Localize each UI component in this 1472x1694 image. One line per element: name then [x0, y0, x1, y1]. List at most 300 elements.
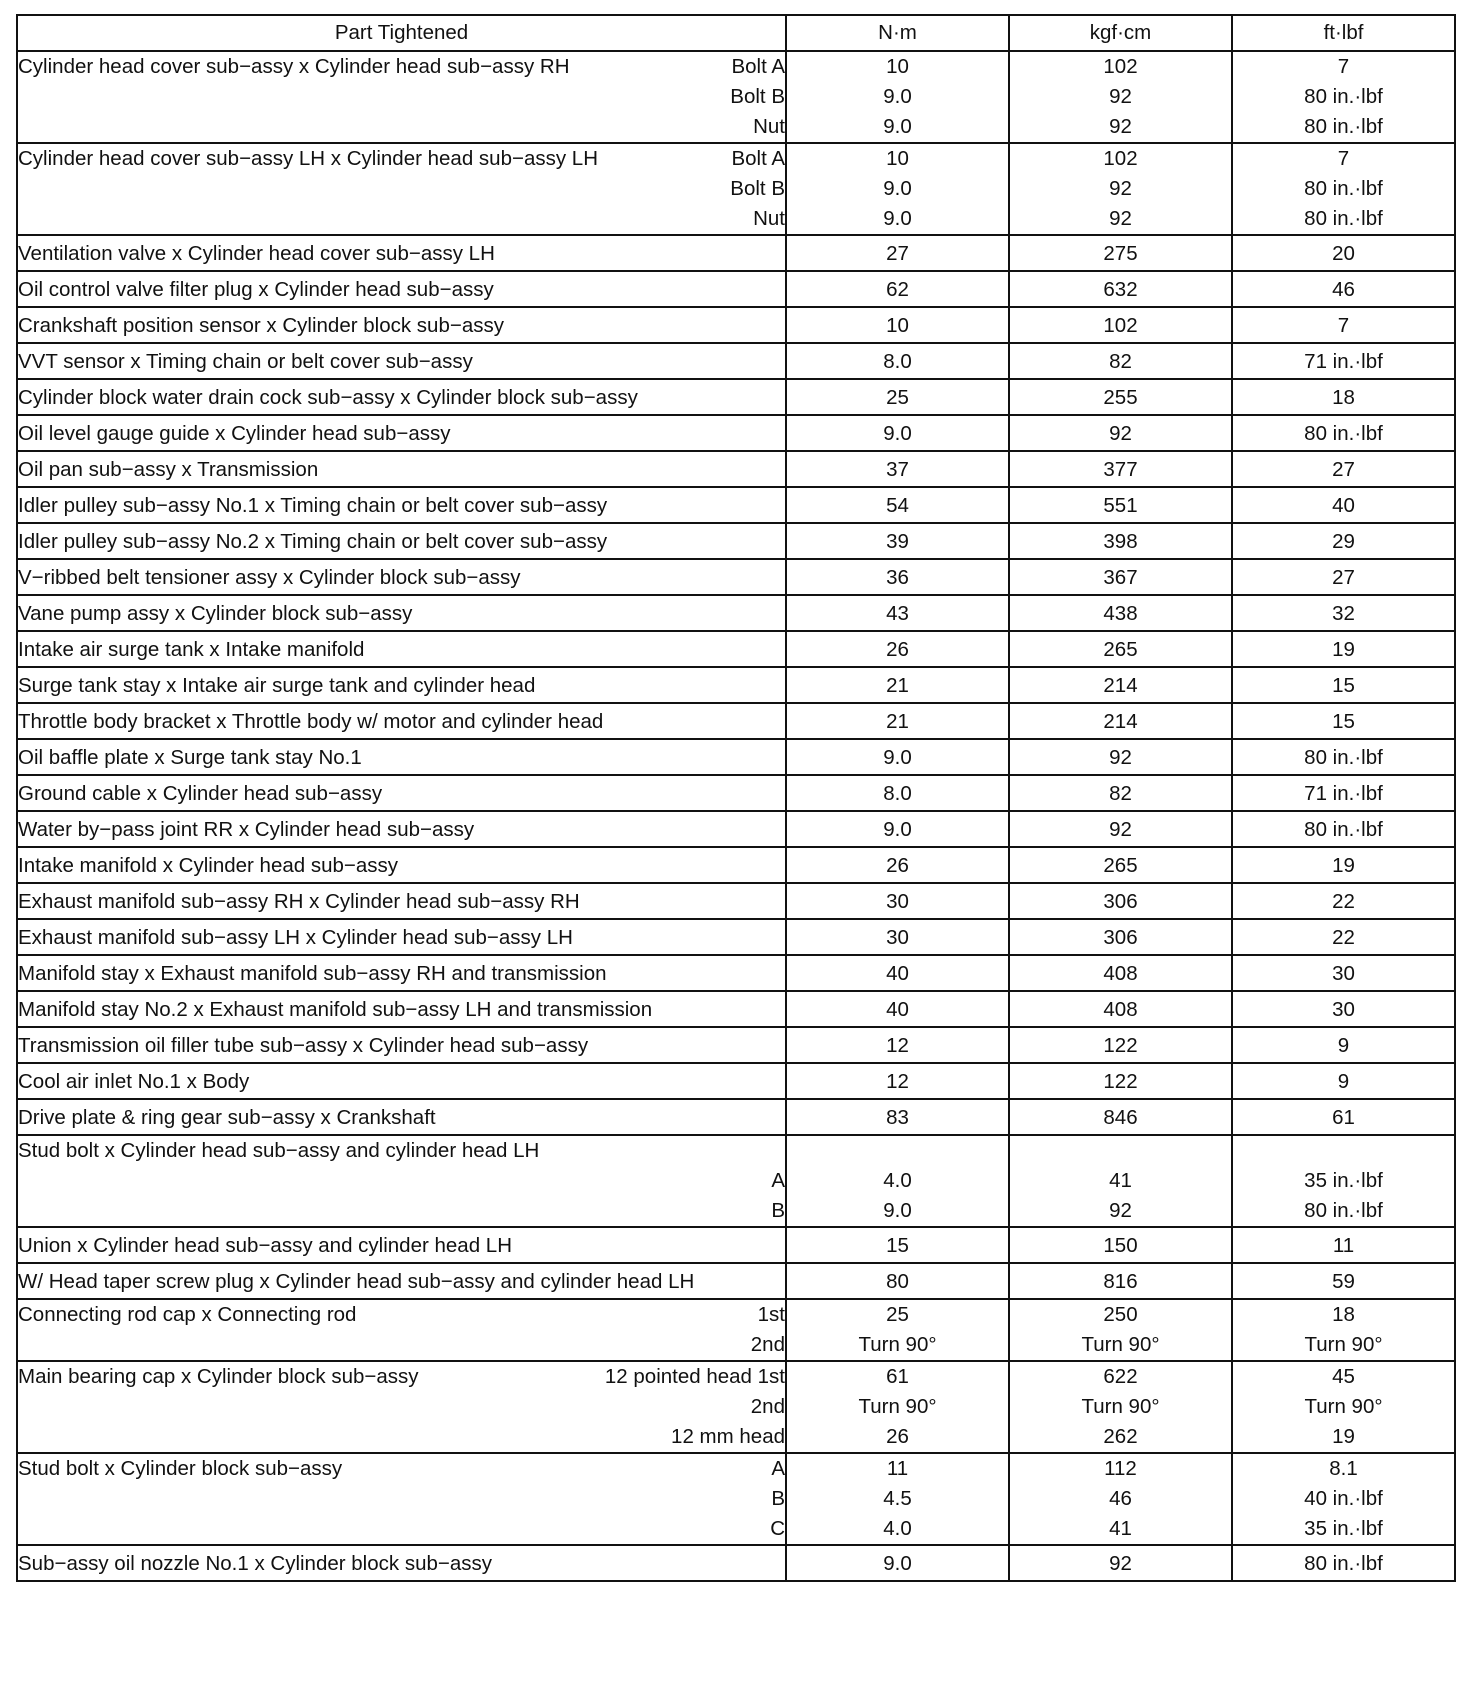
ft-lbf-value: 40 in.·lbf	[1304, 1487, 1383, 1510]
ft-lbf-value: 32	[1332, 602, 1355, 625]
table-row	[17, 271, 1455, 307]
cell-line	[18, 380, 785, 414]
part-cell	[17, 1545, 786, 1581]
ft-lbf-value: 9	[1337, 1034, 1350, 1057]
part-subitem: Nut	[753, 207, 785, 230]
nm-value: 62	[886, 278, 909, 301]
ft-lbf-cell	[1232, 739, 1455, 775]
kgf-cm-value: 92	[1109, 207, 1132, 230]
table-row	[17, 1227, 1455, 1263]
part-cell	[17, 1027, 786, 1063]
part-name: Oil level gauge guide x Cylinder head sub−assy	[18, 422, 451, 445]
ft-lbf-value: 19	[1332, 1425, 1355, 1448]
torque-spec-table	[16, 14, 1456, 1582]
ft-lbf-value: 61	[1332, 1106, 1355, 1129]
part-name: Manifold stay No.2 x Exhaust manifold sub−assy LH and transmission	[18, 998, 653, 1021]
ft-lbf-value: 19	[1332, 638, 1355, 661]
table-row	[17, 955, 1455, 991]
nm-value: 10	[886, 55, 909, 78]
kgf-cm-value: 250	[1103, 1303, 1138, 1326]
part-name: V−ribbed belt tensioner assy x Cylinder block sub−assy	[18, 566, 521, 589]
part-cell	[17, 1361, 786, 1453]
kgf-cm-value: 367	[1103, 566, 1138, 589]
nm-value: 39	[886, 530, 909, 553]
part-name: Transmission oil filler tube sub−assy x Cylinder head sub−assy	[18, 1034, 589, 1057]
part-name: Connecting rod cap x Connecting rod	[18, 1303, 357, 1326]
part-cell	[17, 451, 786, 487]
nm-value: 61	[886, 1365, 909, 1388]
ft-lbf-value: 15	[1332, 674, 1355, 697]
part-subitem: 12 pointed head 1st	[604, 1365, 785, 1388]
ft-lbf-value: 8.1	[1329, 1457, 1358, 1480]
table-row	[17, 775, 1455, 811]
kgf-cm-cell	[1009, 1099, 1232, 1135]
ft-lbf-cell	[1232, 271, 1455, 307]
cell-line	[18, 596, 785, 630]
ft-lbf-value: 11	[1332, 1234, 1355, 1257]
ft-lbf-value	[1233, 1136, 1454, 1166]
cell-line	[18, 344, 785, 378]
kgf-cm-value: 408	[1103, 998, 1138, 1021]
table-row	[17, 451, 1455, 487]
part-subitem: 1st	[757, 1303, 785, 1326]
ft-lbf-value: 18	[1332, 1303, 1355, 1326]
ft-lbf-value: 80 in.·lbf	[1304, 1552, 1383, 1575]
kgf-cm-cell	[1009, 811, 1232, 847]
table-row	[17, 143, 1455, 235]
ft-lbf-cell	[1232, 703, 1455, 739]
part-cell	[17, 271, 786, 307]
kgf-cm-value: 306	[1103, 926, 1138, 949]
kgf-cm-cell	[1009, 703, 1232, 739]
table-row	[17, 1545, 1455, 1581]
nm-value: 83	[886, 1106, 909, 1129]
part-name: Exhaust manifold sub−assy LH x Cylinder head sub−assy LH	[18, 926, 573, 949]
cell-line	[18, 82, 785, 112]
cell-line	[18, 992, 785, 1026]
kgf-cm-value: Turn 90°	[1081, 1333, 1160, 1356]
part-cell	[17, 1263, 786, 1299]
table-row	[17, 1453, 1455, 1545]
kgf-cm-cell	[1009, 919, 1232, 955]
cell-line	[18, 1028, 785, 1062]
cell-line	[18, 272, 785, 306]
part-subitem: B	[771, 1199, 785, 1222]
kgf-cm-cell	[1009, 523, 1232, 559]
kgf-cm-value: 846	[1103, 1106, 1138, 1129]
part-cell	[17, 847, 786, 883]
ft-lbf-value: 27	[1332, 566, 1355, 589]
nm-cell	[786, 51, 1009, 143]
kgf-cm-value: 255	[1103, 386, 1138, 409]
cell-line	[18, 174, 785, 204]
cell-line	[18, 1136, 785, 1166]
table-row	[17, 235, 1455, 271]
part-name: Manifold stay x Exhaust manifold sub−assy RH and transmission	[18, 962, 607, 985]
ft-lbf-cell	[1232, 955, 1455, 991]
part-name: VVT sensor x Timing chain or belt cover sub−assy	[18, 350, 473, 373]
kgf-cm-value: 41	[1109, 1169, 1132, 1192]
cell-line	[18, 52, 785, 82]
cell-line	[18, 1196, 785, 1226]
part-subitem: Bolt A	[731, 55, 785, 78]
ft-lbf-cell	[1232, 379, 1455, 415]
part-subitem: Bolt B	[730, 85, 785, 108]
kgf-cm-value: 262	[1103, 1425, 1138, 1448]
ft-lbf-cell	[1232, 631, 1455, 667]
nm-value: 9.0	[883, 422, 912, 445]
nm-value: 26	[886, 854, 909, 877]
nm-value: 8.0	[883, 350, 912, 373]
cell-line	[18, 1362, 785, 1392]
cell-line	[18, 704, 785, 738]
ft-lbf-cell	[1232, 919, 1455, 955]
kgf-cm-value: 551	[1103, 494, 1138, 517]
nm-cell	[786, 919, 1009, 955]
nm-cell	[786, 1361, 1009, 1453]
ft-lbf-value: 80 in.·lbf	[1304, 818, 1383, 841]
header-kgf-cm: kgf·cm	[1009, 15, 1232, 51]
part-cell	[17, 1135, 786, 1227]
nm-cell	[786, 523, 1009, 559]
kgf-cm-cell	[1009, 991, 1232, 1027]
nm-cell	[786, 847, 1009, 883]
kgf-cm-value: 82	[1109, 782, 1132, 805]
part-cell	[17, 1099, 786, 1135]
kgf-cm-cell	[1009, 775, 1232, 811]
cell-line	[18, 1514, 785, 1544]
kgf-cm-value: 816	[1103, 1270, 1138, 1293]
kgf-cm-value: 150	[1103, 1234, 1138, 1257]
cell-line	[18, 1228, 785, 1262]
nm-cell	[786, 1063, 1009, 1099]
nm-cell	[786, 487, 1009, 523]
table-row	[17, 379, 1455, 415]
ft-lbf-value: 18	[1332, 386, 1355, 409]
ft-lbf-value: 80 in.·lbf	[1304, 177, 1383, 200]
nm-cell	[786, 955, 1009, 991]
ft-lbf-cell	[1232, 415, 1455, 451]
nm-value: 37	[886, 458, 909, 481]
part-subitem: Bolt A	[731, 147, 785, 170]
nm-cell	[786, 307, 1009, 343]
cell-line	[18, 740, 785, 774]
kgf-cm-cell	[1009, 559, 1232, 595]
part-cell	[17, 955, 786, 991]
part-subitem: Bolt B	[730, 177, 785, 200]
cell-line	[18, 1300, 785, 1330]
table-row	[17, 1361, 1455, 1453]
part-subitem: 12 mm head	[671, 1425, 785, 1448]
kgf-cm-cell	[1009, 847, 1232, 883]
table-row	[17, 1263, 1455, 1299]
kgf-cm-value: 92	[1109, 1199, 1132, 1222]
nm-value: 10	[886, 314, 909, 337]
ft-lbf-cell	[1232, 487, 1455, 523]
nm-value: 9.0	[883, 85, 912, 108]
kgf-cm-cell	[1009, 1135, 1232, 1227]
part-name: Union x Cylinder head sub−assy and cylinder head LH	[18, 1234, 513, 1257]
part-name: Vane pump assy x Cylinder block sub−assy	[18, 602, 413, 625]
nm-value: 9.0	[883, 177, 912, 200]
kgf-cm-value: Turn 90°	[1081, 1395, 1160, 1418]
part-subitem: 2nd	[750, 1333, 785, 1356]
nm-value: 80	[886, 1270, 909, 1293]
ft-lbf-cell	[1232, 991, 1455, 1027]
part-subitem: A	[771, 1169, 785, 1192]
kgf-cm-value: 265	[1103, 638, 1138, 661]
kgf-cm-cell	[1009, 143, 1232, 235]
table-row	[17, 487, 1455, 523]
nm-cell	[786, 143, 1009, 235]
ft-lbf-cell	[1232, 811, 1455, 847]
table-row	[17, 1299, 1455, 1361]
part-cell	[17, 667, 786, 703]
kgf-cm-value: 398	[1103, 530, 1138, 553]
part-cell	[17, 559, 786, 595]
cell-line	[18, 112, 785, 142]
ft-lbf-cell	[1232, 1027, 1455, 1063]
kgf-cm-cell	[1009, 51, 1232, 143]
ft-lbf-value: 59	[1332, 1270, 1355, 1293]
part-cell	[17, 991, 786, 1027]
nm-cell	[786, 343, 1009, 379]
table-row	[17, 1063, 1455, 1099]
cell-line	[18, 1166, 785, 1196]
ft-lbf-value: 80 in.·lbf	[1304, 422, 1383, 445]
nm-cell	[786, 1299, 1009, 1361]
ft-lbf-value: 9	[1337, 1070, 1350, 1093]
cell-line	[18, 1392, 785, 1422]
ft-lbf-cell	[1232, 847, 1455, 883]
ft-lbf-value: 19	[1332, 854, 1355, 877]
kgf-cm-value: 275	[1103, 242, 1138, 265]
ft-lbf-cell	[1232, 1453, 1455, 1545]
part-cell	[17, 631, 786, 667]
kgf-cm-value: 408	[1103, 962, 1138, 985]
cell-line	[18, 956, 785, 990]
header-ft-lbf: ft·lbf	[1232, 15, 1455, 51]
kgf-cm-cell	[1009, 271, 1232, 307]
header-nm: N·m	[786, 15, 1009, 51]
kgf-cm-cell	[1009, 739, 1232, 775]
cell-line	[18, 452, 785, 486]
part-cell	[17, 883, 786, 919]
table-row	[17, 847, 1455, 883]
cell-line	[18, 920, 785, 954]
nm-value: 25	[886, 1303, 909, 1326]
nm-value: 26	[886, 1425, 909, 1448]
ft-lbf-value: 7	[1337, 55, 1350, 78]
kgf-cm-value: 214	[1103, 674, 1138, 697]
part-name: Intake manifold x Cylinder head sub−assy	[18, 854, 399, 877]
cell-line	[18, 848, 785, 882]
nm-value: 11	[886, 1457, 909, 1480]
ft-lbf-value: 30	[1332, 962, 1355, 985]
kgf-cm-cell	[1009, 1263, 1232, 1299]
part-cell	[17, 919, 786, 955]
kgf-cm-value: 122	[1103, 1034, 1138, 1057]
part-name: Crankshaft position sensor x Cylinder block sub−assy	[18, 314, 504, 337]
ft-lbf-cell	[1232, 1263, 1455, 1299]
kgf-cm-value: 92	[1109, 1552, 1132, 1575]
kgf-cm-cell	[1009, 1299, 1232, 1361]
kgf-cm-cell	[1009, 955, 1232, 991]
kgf-cm-value: 92	[1109, 746, 1132, 769]
kgf-cm-cell	[1009, 415, 1232, 451]
nm-cell	[786, 1135, 1009, 1227]
part-name: Drive plate & ring gear sub−assy x Crankshaft	[18, 1106, 436, 1129]
part-subitem: 2nd	[750, 1395, 785, 1418]
kgf-cm-cell	[1009, 307, 1232, 343]
nm-value: 27	[886, 242, 909, 265]
nm-value: 25	[886, 386, 909, 409]
kgf-cm-cell	[1009, 667, 1232, 703]
nm-cell	[786, 1099, 1009, 1135]
part-cell	[17, 307, 786, 343]
nm-cell	[786, 1545, 1009, 1581]
nm-cell	[786, 739, 1009, 775]
part-name: Cylinder head cover sub−assy x Cylinder head sub−assy RH	[18, 55, 570, 78]
nm-cell	[786, 1453, 1009, 1545]
cell-line	[18, 1264, 785, 1298]
kgf-cm-value: 377	[1103, 458, 1138, 481]
nm-value: 30	[886, 890, 909, 913]
part-name: Stud bolt x Cylinder block sub−assy	[18, 1457, 343, 1480]
table-row	[17, 307, 1455, 343]
kgf-cm-cell	[1009, 1063, 1232, 1099]
part-name: W/ Head taper screw plug x Cylinder head sub−assy and cylinder head LH	[18, 1270, 695, 1293]
table-row	[17, 1099, 1455, 1135]
nm-value: 12	[886, 1070, 909, 1093]
nm-cell	[786, 1027, 1009, 1063]
kgf-cm-cell	[1009, 1227, 1232, 1263]
ft-lbf-cell	[1232, 307, 1455, 343]
kgf-cm-value: 92	[1109, 85, 1132, 108]
nm-cell	[786, 667, 1009, 703]
table-row	[17, 919, 1455, 955]
ft-lbf-value: Turn 90°	[1304, 1333, 1383, 1356]
ft-lbf-cell	[1232, 523, 1455, 559]
part-subitem: C	[770, 1517, 785, 1540]
nm-value: 30	[886, 926, 909, 949]
cell-line	[18, 416, 785, 450]
nm-cell	[786, 595, 1009, 631]
ft-lbf-value: 29	[1332, 530, 1355, 553]
kgf-cm-value: 306	[1103, 890, 1138, 913]
nm-value: 4.0	[883, 1517, 912, 1540]
cell-line	[18, 1422, 785, 1452]
part-name: Sub−assy oil nozzle No.1 x Cylinder block sub−assy	[18, 1552, 493, 1575]
part-name: Intake air surge tank x Intake manifold	[18, 638, 365, 661]
part-name: Ventilation valve x Cylinder head cover sub−assy LH	[18, 242, 495, 265]
kgf-cm-cell	[1009, 487, 1232, 523]
ft-lbf-value: 46	[1332, 278, 1355, 301]
ft-lbf-cell	[1232, 143, 1455, 235]
part-cell	[17, 703, 786, 739]
nm-value: 9.0	[883, 1199, 912, 1222]
ft-lbf-cell	[1232, 1361, 1455, 1453]
part-name: Idler pulley sub−assy No.2 x Timing chain or belt cover sub−assy	[18, 530, 608, 553]
nm-value: 21	[886, 674, 909, 697]
part-name: Ground cable x Cylinder head sub−assy	[18, 782, 383, 805]
cell-line	[18, 1484, 785, 1514]
kgf-cm-value: 265	[1103, 854, 1138, 877]
nm-value: 26	[886, 638, 909, 661]
kgf-cm-value: 41	[1109, 1517, 1132, 1540]
table-row	[17, 523, 1455, 559]
nm-value: 8.0	[883, 782, 912, 805]
ft-lbf-cell	[1232, 1227, 1455, 1263]
part-cell	[17, 775, 786, 811]
kgf-cm-value: 102	[1103, 55, 1138, 78]
table-row	[17, 559, 1455, 595]
nm-value: 9.0	[883, 746, 912, 769]
part-name: Cool air inlet No.1 x Body	[18, 1070, 250, 1093]
nm-value: 36	[886, 566, 909, 589]
cell-line	[18, 884, 785, 918]
cell-line	[18, 1546, 785, 1580]
ft-lbf-cell	[1232, 1063, 1455, 1099]
nm-cell	[786, 991, 1009, 1027]
ft-lbf-cell	[1232, 343, 1455, 379]
part-cell	[17, 1453, 786, 1545]
kgf-cm-cell	[1009, 1361, 1232, 1453]
table-row	[17, 1027, 1455, 1063]
kgf-cm-cell	[1009, 1545, 1232, 1581]
nm-value: 54	[886, 494, 909, 517]
kgf-cm-value: 622	[1103, 1365, 1138, 1388]
cell-line	[18, 1100, 785, 1134]
part-name: Oil baffle plate x Surge tank stay No.1	[18, 746, 362, 769]
nm-value: 9.0	[883, 207, 912, 230]
cell-line	[18, 1454, 785, 1484]
cell-line	[18, 560, 785, 594]
nm-value: 10	[886, 147, 909, 170]
part-cell	[17, 415, 786, 451]
table-row	[17, 415, 1455, 451]
cell-line	[18, 236, 785, 270]
kgf-cm-value: 92	[1109, 818, 1132, 841]
ft-lbf-value: 80 in.·lbf	[1304, 85, 1383, 108]
kgf-cm-value: 92	[1109, 177, 1132, 200]
ft-lbf-cell	[1232, 1299, 1455, 1361]
ft-lbf-cell	[1232, 667, 1455, 703]
cell-line	[18, 632, 785, 666]
nm-value	[787, 1136, 1008, 1166]
nm-cell	[786, 811, 1009, 847]
part-name: Exhaust manifold sub−assy RH x Cylinder head sub−assy RH	[18, 890, 580, 913]
nm-value: 12	[886, 1034, 909, 1057]
nm-cell	[786, 775, 1009, 811]
header-part-tightened: Part Tightened	[17, 15, 786, 51]
nm-value: 4.5	[883, 1487, 912, 1510]
nm-value: 40	[886, 998, 909, 1021]
ft-lbf-value: 40	[1332, 494, 1355, 517]
part-cell	[17, 523, 786, 559]
table-row	[17, 667, 1455, 703]
table-row	[17, 51, 1455, 143]
ft-lbf-value: 35 in.·lbf	[1304, 1169, 1383, 1192]
ft-lbf-cell	[1232, 1099, 1455, 1135]
nm-value: 9.0	[883, 115, 912, 138]
kgf-cm-value: 122	[1103, 1070, 1138, 1093]
ft-lbf-value: 45	[1332, 1365, 1355, 1388]
table-body	[17, 51, 1455, 1581]
header-row	[17, 15, 1455, 51]
part-cell	[17, 1227, 786, 1263]
nm-cell	[786, 451, 1009, 487]
